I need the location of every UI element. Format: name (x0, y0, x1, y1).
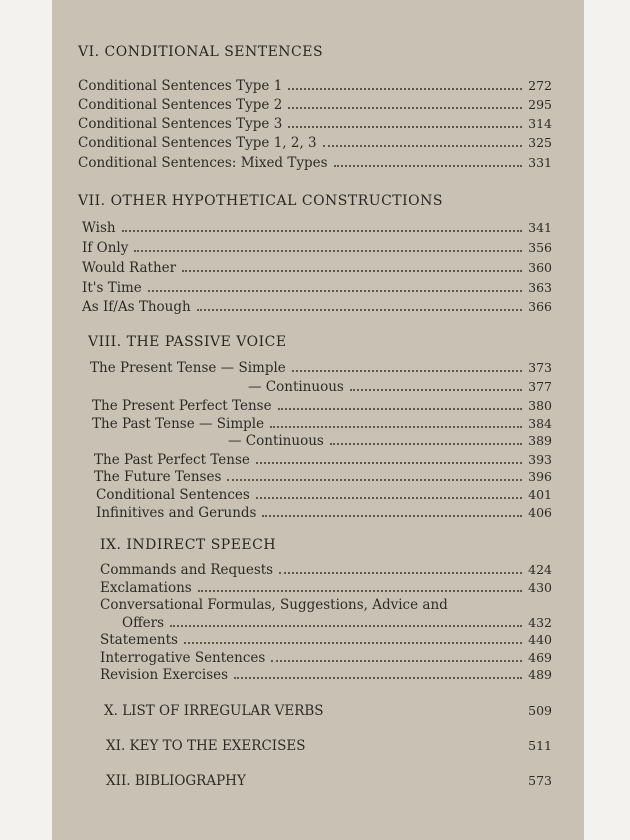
chapter-page: 509 (528, 703, 552, 718)
entry-label: Conditional Sentences (96, 487, 250, 503)
entry-label: The Present Tense — Simple (90, 360, 286, 376)
entry-page: 401 (528, 487, 552, 502)
toc-entry (82, 278, 552, 296)
leader-dots (278, 396, 523, 410)
toc-entry (92, 396, 552, 414)
toc-entry (78, 95, 552, 113)
leader-dots (288, 95, 522, 109)
entry-label: Commands and Requests (100, 562, 274, 578)
entry-page: 314 (528, 116, 552, 131)
leader-dots (234, 665, 522, 679)
leader-dots (256, 485, 522, 499)
leader-dots (271, 648, 522, 662)
entry-page: 325 (528, 135, 552, 150)
toc-entry (92, 414, 552, 432)
toc-entry (248, 377, 552, 395)
entry-page: 430 (528, 580, 552, 595)
chapter-page: 573 (528, 773, 552, 788)
leader-dots (288, 76, 522, 90)
toc-entry (100, 665, 552, 683)
toc-entry (94, 450, 552, 468)
leader-dots (122, 218, 523, 232)
toc-entry (82, 297, 552, 315)
entry-label: It's Time (82, 280, 142, 296)
chapter-label: X. LIST OF IRREGULAR VERBS (104, 703, 324, 719)
entry-label: If Only (82, 240, 129, 256)
entry-page: 356 (528, 240, 552, 255)
entry-label: Exclamations (100, 580, 192, 596)
chapter-page: 511 (528, 738, 552, 753)
entry-page: 424 (528, 562, 552, 577)
entry-label: Conditional Sentences Type 1 (78, 78, 283, 94)
entry-label: The Past Perfect Tense (94, 452, 250, 468)
entry-label: Wish (82, 220, 116, 236)
leader-dots (148, 278, 522, 292)
entry-label: — Continuous (228, 433, 324, 449)
entry-label: As If/As Though (82, 299, 191, 315)
leader-dots (262, 503, 522, 517)
entry-page: 489 (528, 667, 552, 682)
entry-label: Offers (122, 615, 165, 631)
entry-page: 363 (528, 280, 552, 295)
leader-dots (323, 133, 523, 147)
leader-dots (279, 560, 522, 574)
toc-entry (228, 431, 552, 449)
leader-dots (197, 297, 522, 311)
leader-dots (170, 613, 522, 627)
leader-dots (330, 431, 522, 445)
toc-entry (82, 258, 552, 276)
chapter-label: XI. KEY TO THE EXERCISES (106, 738, 306, 754)
leader-dots (270, 414, 522, 428)
entry-label: Revision Exercises (100, 667, 229, 683)
entry-page: 440 (528, 632, 552, 647)
toc-entry (94, 467, 552, 485)
entry-page: 469 (528, 650, 552, 665)
entry-label: The Future Tenses (94, 469, 222, 485)
entry-page: 331 (528, 155, 552, 170)
chapter-label: XII. BIBLIOGRAPHY (106, 773, 246, 789)
entry-label: Statements (100, 632, 178, 648)
entry-label: Infinitives and Gerunds (96, 505, 257, 521)
section-heading: IX. INDIRECT SPEECH (100, 537, 277, 553)
leader-dots (288, 114, 522, 128)
entry-page: 341 (528, 220, 552, 235)
entry-page: 393 (528, 452, 552, 467)
toc-entry (90, 358, 552, 376)
leader-dots (256, 450, 522, 464)
section-heading: VII. OTHER HYPOTHETICAL CONSTRUCTIONS (78, 193, 443, 209)
entry-page: 389 (528, 433, 552, 448)
toc-entry (100, 630, 552, 648)
leader-dots (134, 238, 522, 252)
book-page (52, 0, 584, 840)
entry-label: The Present Perfect Tense (92, 398, 272, 414)
entry-label: Conditional Sentences Type 3 (78, 116, 283, 132)
toc-entry (82, 238, 552, 256)
leader-dots (227, 467, 522, 481)
entry-label: Conditional Sentences Type 2 (78, 97, 283, 113)
entry-label: Would Rather (82, 260, 177, 276)
entry-label: Conditional Sentences Type 1, 2, 3 (78, 135, 317, 151)
toc-entry (78, 133, 552, 151)
leader-dots (350, 377, 522, 391)
toc-entry (78, 76, 552, 94)
toc-chapter (104, 702, 552, 720)
section-heading: VIII. THE PASSIVE VOICE (88, 334, 287, 350)
toc-entry (122, 613, 552, 631)
leader-dots (334, 153, 523, 167)
toc-chapter (106, 772, 552, 790)
entry-label: — Continuous (248, 379, 344, 395)
entry-page: 380 (528, 398, 552, 413)
toc-entry (78, 153, 552, 171)
entry-page: 384 (528, 416, 552, 431)
toc-entry-wrapped (100, 596, 520, 614)
entry-page: 295 (528, 97, 552, 112)
entry-page: 373 (528, 360, 552, 375)
toc-entry (100, 578, 552, 596)
entry-page: 396 (528, 469, 552, 484)
toc-entry (100, 648, 552, 666)
entry-page: 360 (528, 260, 552, 275)
leader-dots (292, 358, 522, 372)
entry-page: 406 (528, 505, 552, 520)
leader-dots (184, 630, 522, 644)
toc-entry (82, 218, 552, 236)
entry-page: 432 (528, 615, 552, 630)
entry-label: Conversational Formulas, Suggestions, Advice and (100, 597, 448, 613)
entry-label: The Past Tense — Simple (92, 416, 265, 432)
toc-entry (100, 560, 552, 578)
entry-label: Interrogative Sentences (100, 650, 266, 666)
entry-page: 272 (528, 78, 552, 93)
entry-page: 366 (528, 299, 552, 314)
toc-entry (78, 114, 552, 132)
leader-dots (198, 578, 522, 592)
entry-page: 377 (528, 379, 552, 394)
toc-entry (96, 485, 552, 503)
section-heading: VI. CONDITIONAL SENTENCES (78, 44, 324, 60)
toc-entry (96, 503, 552, 521)
entry-label: Conditional Sentences: Mixed Types (78, 155, 328, 171)
leader-dots (182, 258, 522, 272)
toc-chapter (106, 737, 552, 755)
